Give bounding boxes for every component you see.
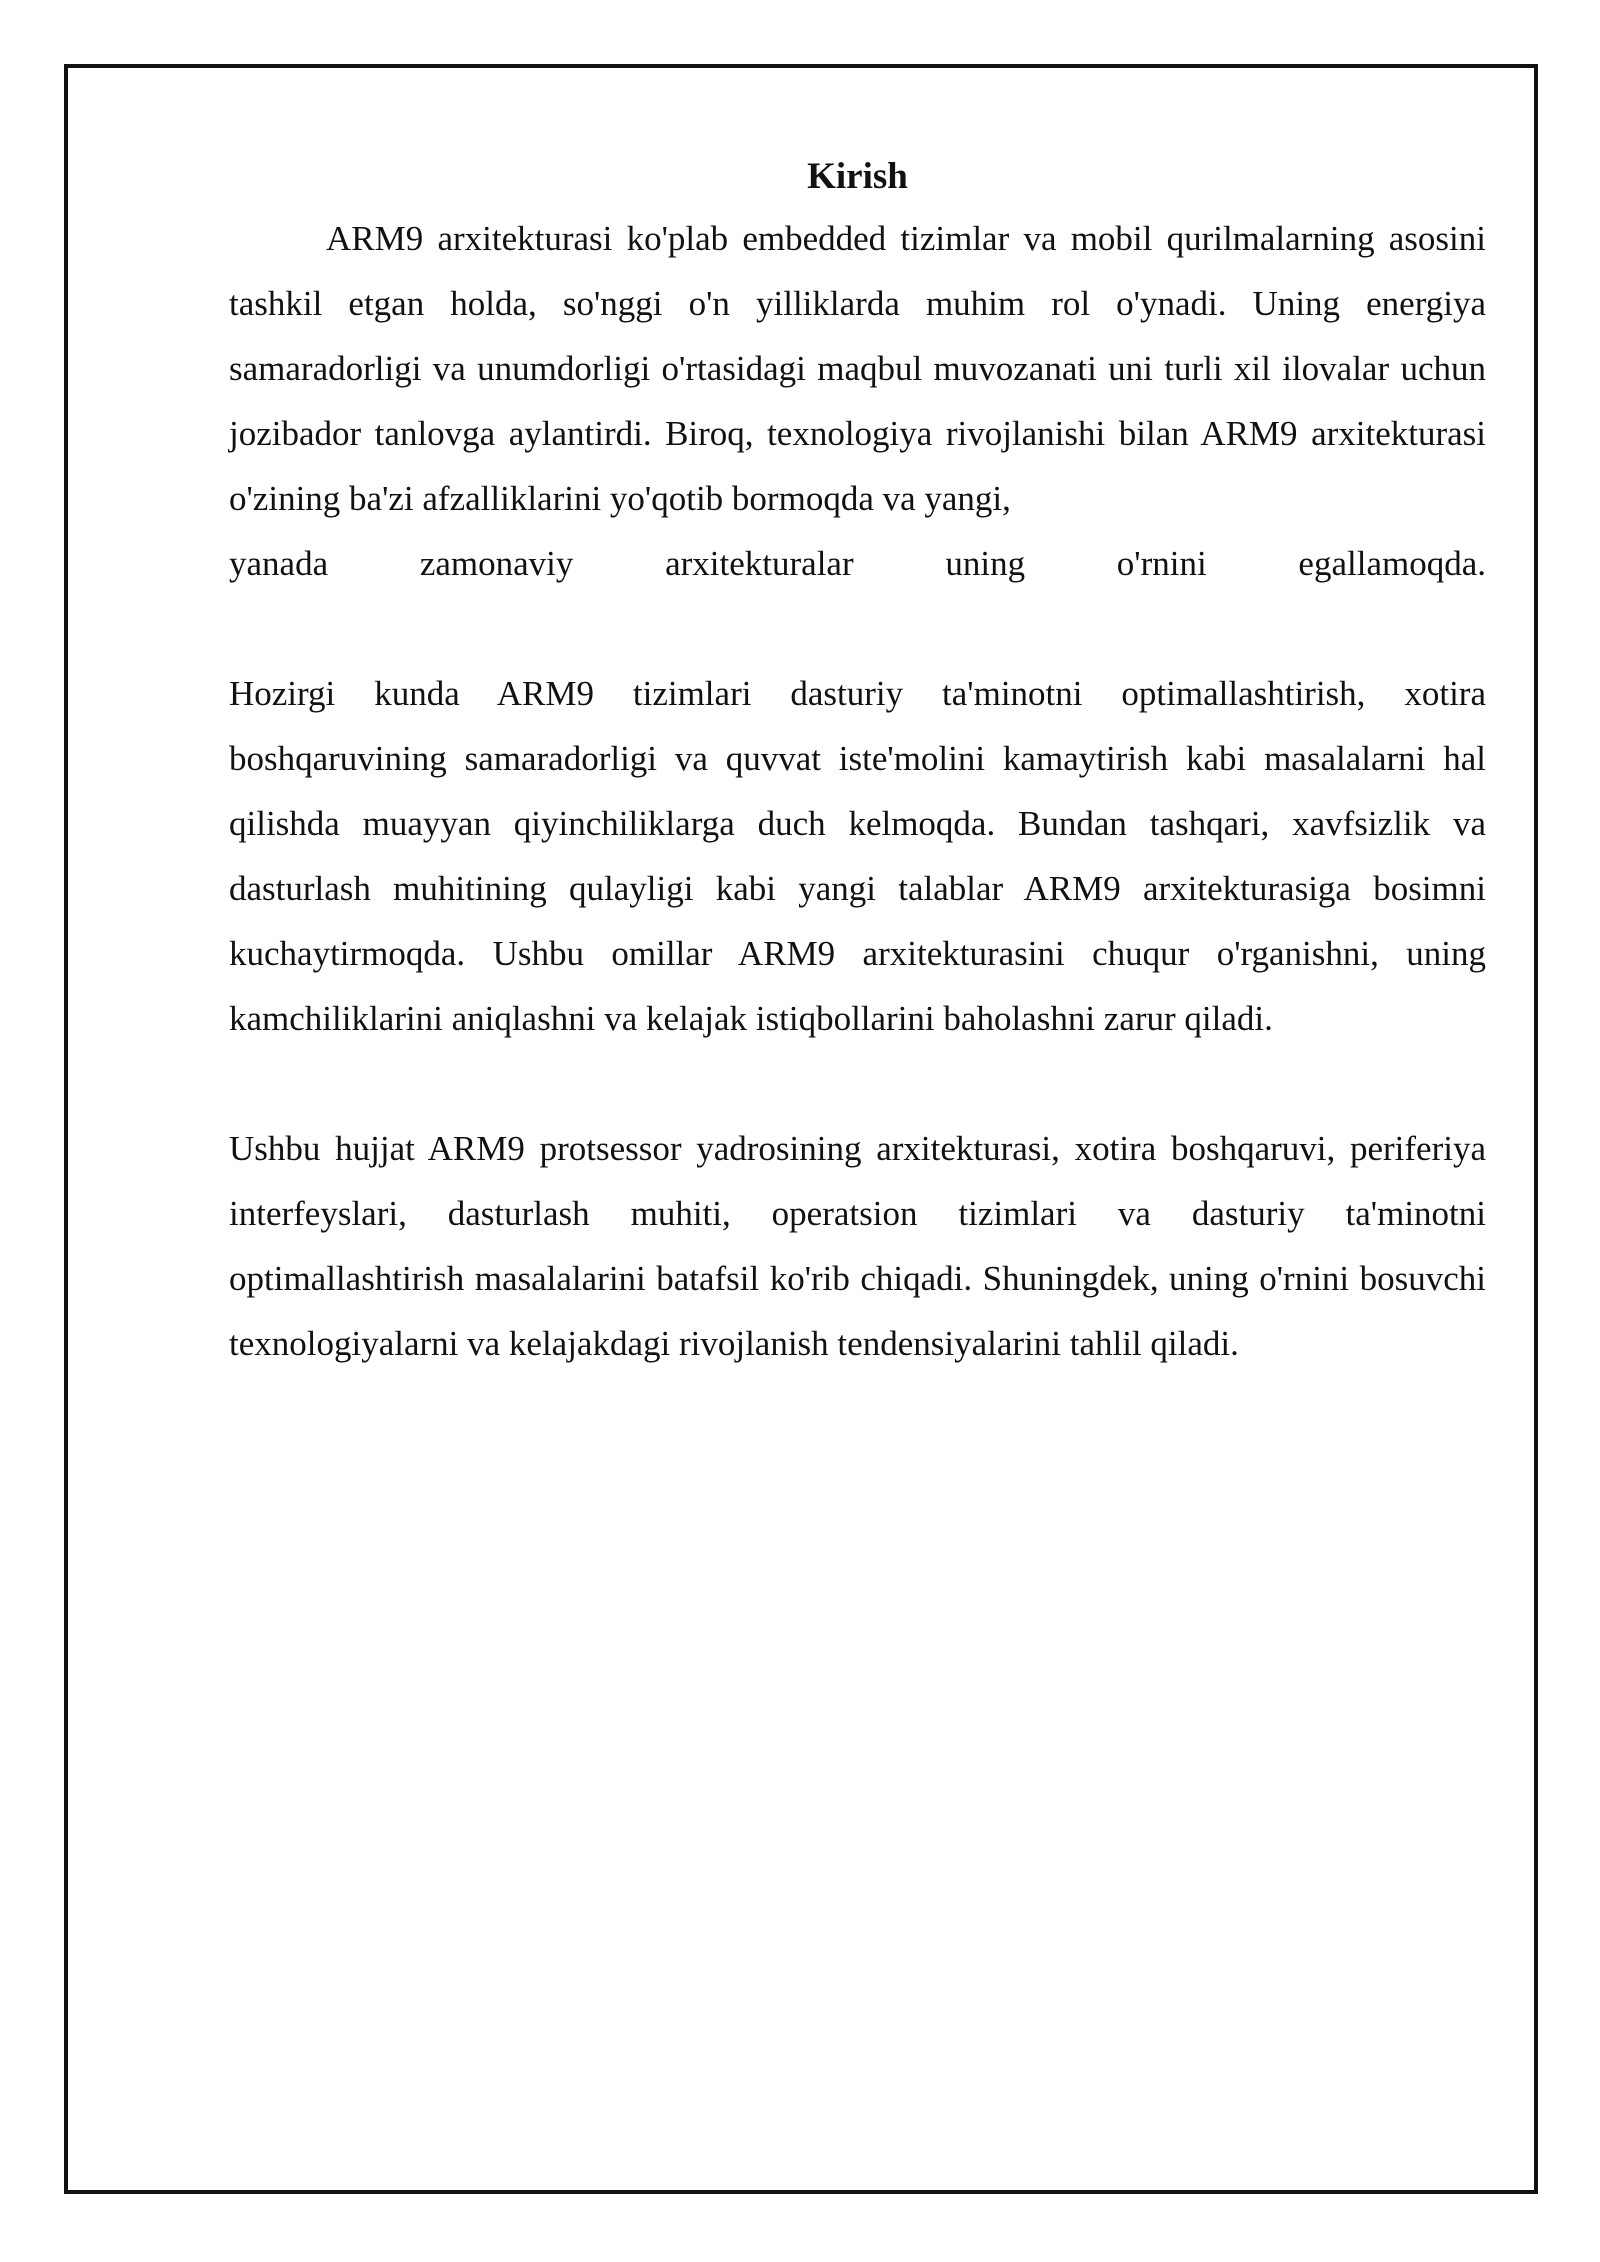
paragraph-3: Ushbu hujjat ARM9 protsessor yadrosining arxitekturasi, xotira boshqaruvi, periferiya interfeyslari, dasturlash muhiti, operatsion tizimlari va dasturiy ta'minotni optimallashtirish masalalarini batafsil ko'rib chiqadi. Shuningdek, uning o'rnini bosuvchi texnologiyalarni va kelajakdagi rivojlanish tendensiyalarini tahlil qiladi. <box>229 1129 1486 1363</box>
paragraph-2: Hozirgi kunda ARM9 tizimlari dasturiy ta'minotni optimallashtirish, xotira boshqaruvining samaradorligi va quvvat iste'molini kamaytirish kabi masalalarni hal qilishda muayyan qiyinchiliklarga duch kelmoqda. Bundan tashqari, xavfsizlik va dasturlash muhitining qulayligi kabi yangi talablar ARM9 arxitekturasiga bosimni kuchaytirmoqda. Ushbu omillar ARM9 arxitekturasini chuqur o'rganishni, uning kamchiliklarini aniqlashni va kelajak istiqbollarini baholashni zarur qiladi. <box>229 674 1486 1038</box>
paragraph-1-last-line: yanada zamonaviy arxitekturalar uning o'rnini egallamoqda. <box>229 544 1486 583</box>
page-title: Kirish <box>807 156 908 197</box>
document-body <box>229 150 1486 1376</box>
paragraph-spacer <box>229 1051 1486 1116</box>
paragraph-spacer <box>229 596 1486 661</box>
paragraph-1: ARM9 arxitekturasi ko'plab embedded tizimlar va mobil qurilmalarning asosini tashkil etgan holda, so'nggi o'n yilliklarda muhim rol o'ynadi. Uning energiya samaradorligi va unumdorligi o'rtasidagi maqbul muvozanati uni turli xil ilovalar uchun jozibador tanlovga aylantirdi. Biroq, texnologiya rivojlanishi bilan ARM9 arxitekturasi o'zining ba'zi afzalliklarini yo'qotib bormoqda va yangi, <box>229 219 1486 518</box>
